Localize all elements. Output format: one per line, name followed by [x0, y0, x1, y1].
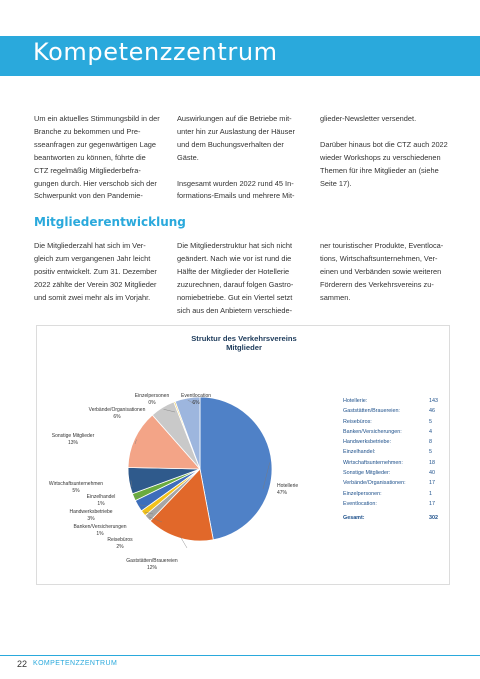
legend-total-value: 302: [429, 515, 438, 522]
slice-percent-label: 12%: [146, 565, 158, 571]
legend-row: [343, 427, 443, 437]
chart-title: Struktur des Verkehrsvereins: [191, 334, 297, 343]
slice-percent-label: 3%: [87, 516, 95, 522]
slice-label: Reisebüros: [107, 537, 133, 543]
intro-paragraph: Darüber hinaus bot die CTZ auch 2022 wieder Workshops zu verschiedenen Themen für ihre Mitglieder an (siehe Seite 17).: [320, 139, 448, 188]
legend-row: [343, 489, 443, 499]
intro-paragraph: Auswirkungen auf die Betriebe mitunter hin zur Auslastung der Häuser und dem Buchungsverhalten der Gäste.: [177, 114, 295, 162]
slice-percent-label: 47%: [277, 490, 288, 496]
slice-label: Verbände/Organisationen: [88, 407, 146, 413]
intro-column-3: [320, 113, 448, 203]
legend-row: [343, 499, 443, 509]
legend-row: [343, 396, 443, 406]
legend-label: Einzelpersonen:: [343, 490, 382, 497]
legend-label: Banken/Versicherungen:: [343, 428, 402, 435]
legend-value: 40: [429, 470, 435, 477]
section-paragraph: Die Mitgliederstruktur hat sich nicht geändert. Nach wie vor ist rund die Hälfte der Mitglieder der Hotellerie zuzurechnen, darauf folgen Gastronomiebetriebe. Gut ein Viertel setzt sich aus den Anbietern verschiede-: [177, 241, 294, 315]
pie-slice-hotellerie: [200, 397, 272, 540]
legend-label: Handwerksbetriebe:: [343, 439, 391, 446]
legend-row: [343, 417, 443, 427]
legend-total-label: Gesamt:: [343, 515, 365, 522]
page-number: 22: [17, 659, 28, 669]
legend-label: Einzelhandel:: [343, 449, 376, 456]
slice-percent-label: 6%: [113, 414, 121, 420]
slice-percent-label: 13%: [67, 440, 79, 446]
footer-rule: [0, 655, 480, 656]
legend-value: 5: [429, 418, 432, 425]
section-column-2: [177, 240, 305, 317]
slice-label: Gaststätten/Brauereien: [126, 558, 178, 564]
intro-column-2: [177, 113, 305, 203]
legend-label: Sonstige Mitglieder:: [343, 470, 391, 477]
intro-paragraph: Um ein aktuelles Stimmungsbild in der Branche zu bekommen und Presseanfragen zur gegenwärtigen Lage beantworten zu können, führte die CTZ regelmäßig Mitgliederbefragungen durch. Hier verschob sich der Schwerpunkt von den Pandemie-: [34, 114, 160, 201]
section-column-3: [320, 240, 448, 317]
pie-chart-panel: [36, 325, 450, 585]
intro-paragraph: Insgesamt wurden 2022 rund 45 Informations-Emails und mehrere Mit-: [177, 178, 295, 201]
slice-label: Wirtschaftsunternehmen: [48, 481, 104, 487]
section-paragraph: Die Mitgliederzahl hat sich im Vergleich zum vergangenen Jahr leicht positiv entwickelt. Zum 31. Dezember 2022 zählte der Verein 302 Mitglieder und somit zwei mehr als im Vorjahr.: [34, 241, 157, 302]
intro-column-1: [34, 113, 162, 203]
legend-value: 5: [429, 449, 432, 456]
section-columns: [34, 240, 448, 317]
legend-row: [343, 468, 443, 478]
slice-label: Banken/Versicherungen: [73, 524, 127, 530]
legend-row: [343, 458, 443, 468]
legend-value: 8: [429, 439, 432, 446]
legend-row: [343, 406, 443, 416]
legend-row: [343, 478, 443, 488]
slice-percent-label: 5%: [72, 488, 80, 494]
page-title: Kompetenzzentrum: [33, 38, 278, 66]
intro-columns: [34, 113, 448, 203]
legend-value: 17: [429, 500, 435, 507]
legend-row: [343, 447, 443, 457]
legend-label: Gaststätten/Brauereien:: [343, 408, 400, 415]
legend-value: 4: [429, 428, 432, 435]
legend-label: Wirtschaftsunternehmen:: [343, 459, 403, 466]
legend-value: 46: [429, 408, 435, 415]
slice-label: Sonstige Mitglieder: [51, 433, 95, 439]
footer-label: KOMPETENZZENTRUM: [33, 660, 118, 667]
slice-percent-label: 1%: [97, 501, 105, 507]
legend-value: 143: [429, 398, 438, 404]
slice-percent-label: 6%: [192, 400, 200, 406]
section-column-1: [34, 240, 162, 317]
slice-percent-label: 1%: [96, 531, 104, 537]
slice-label: Hotellerie: [277, 483, 299, 489]
legend-row: [343, 437, 443, 447]
intro-paragraph: glieder-Newsletter versendet.: [320, 114, 417, 123]
legend-label: Verbände/Organisationen:: [343, 480, 406, 487]
slice-percent-label: 2%: [116, 544, 124, 550]
slice-label: Handwerksbetriebe: [69, 509, 113, 515]
section-paragraph: ner touristischer Produkte, Eventlocations, Wirtschaftsunternehmen, Vereinen und Verbänden sowie weiteren Förderern des Verkehrsvereins zusammen.: [320, 241, 444, 302]
slice-label: Eventlocation: [180, 393, 212, 399]
legend-value: 1: [429, 490, 432, 497]
legend-label: Eventlocation:: [343, 500, 377, 507]
legend-label: Reisebüros:: [343, 418, 372, 425]
section-heading: Mitgliederentwicklung: [34, 215, 186, 229]
legend-label: Hotellerie:: [343, 398, 368, 404]
chart-legend: [343, 396, 443, 521]
slice-percent-label: 0%: [148, 400, 156, 406]
slice-label: Einzelpersonen: [134, 393, 170, 399]
chart-subtitle: Mitglieder: [226, 343, 262, 352]
legend-total: [343, 515, 443, 521]
slice-label: Einzelhandel: [86, 494, 116, 500]
legend-value: 17: [429, 480, 435, 487]
legend-value: 18: [429, 459, 435, 466]
